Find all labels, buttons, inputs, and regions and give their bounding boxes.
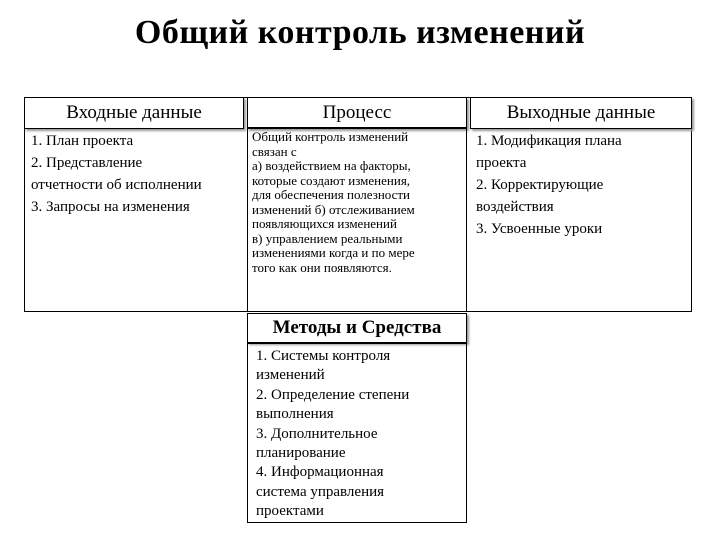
outputs-line: воздействия	[476, 199, 554, 215]
process-line: изменений б) отслеживанием	[252, 201, 415, 217]
outputs-line: проекта	[476, 155, 527, 171]
process-line: которые создают изменения,	[252, 172, 411, 188]
process-line: того как они появляются.	[252, 259, 392, 275]
process-line: в) управлением реальными	[252, 230, 403, 246]
inputs-line: 2. Представление	[31, 155, 143, 171]
process-header: Процесс	[247, 97, 467, 129]
methods-line: 3. Дополнительное	[256, 425, 378, 442]
methods-header: Методы и Средства	[247, 313, 467, 343]
outputs-line: 2. Корректирующие	[476, 177, 604, 193]
inputs-header: Входные данные	[24, 97, 244, 129]
methods-line: система управления	[256, 483, 385, 500]
outputs-line: 3. Усвоенные уроки	[476, 221, 603, 237]
process-line: для обеспечения полезности	[252, 187, 411, 202]
methods-line: 4. Информационная	[256, 464, 384, 481]
process-line: Общий контроль изменений	[252, 129, 409, 144]
methods-line: изменений	[256, 367, 325, 384]
inputs-list	[31, 130, 243, 218]
process-line: появляющихся изменений	[252, 216, 397, 231]
process-box	[247, 127, 467, 312]
process-line: изменениями когда и по мере	[252, 245, 415, 260]
inputs-line: отчетности об исполнении	[31, 177, 202, 193]
outputs-line: 1. Модификация плана	[476, 133, 622, 149]
inputs-line: 3. Запросы на изменения	[31, 199, 190, 215]
methods-line: выполнения	[256, 406, 334, 423]
process-line: связан с	[252, 143, 297, 159]
methods-line: проектами	[256, 503, 324, 520]
methods-line: планирование	[256, 445, 346, 462]
outputs-list	[476, 130, 688, 240]
methods-line: 1. Системы контроля	[256, 348, 391, 364]
page-title: Общий контроль изменений	[134, 14, 586, 51]
methods-box	[247, 343, 467, 523]
outputs-header: Выходные данные	[470, 97, 692, 129]
methods-line: 2. Определение степени	[256, 386, 410, 403]
process-line: а) воздействием на факторы,	[252, 158, 411, 173]
inputs-line: 1. План проекта	[31, 133, 134, 149]
